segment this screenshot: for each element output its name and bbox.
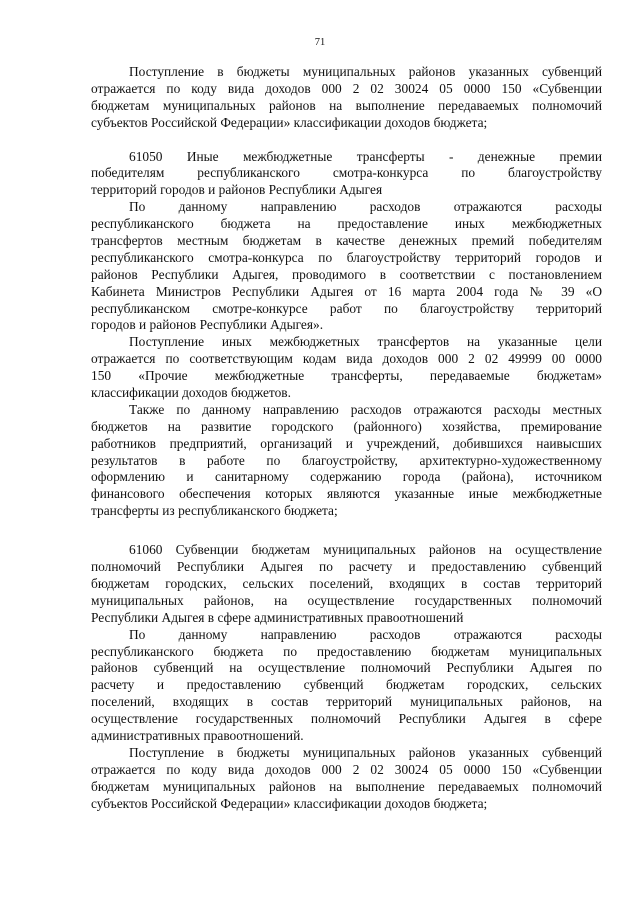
text-line: отражается по коду вида доходов 000 2 02 30024 05 0000 150 «Субвенции — [91, 761, 602, 777]
text-line: муниципальных районов, на осуществление государственных полномочий — [91, 592, 602, 608]
text-line: работников предприятий, организаций и учреждений, добившихся наивысших — [91, 435, 602, 451]
text-line: классификации доходов бюджетов. — [91, 385, 291, 401]
text-line: Поступление в бюджеты муниципальных районов указанных субвенций — [129, 64, 602, 79]
text-line: субъектов Российской Федерации» классификации доходов бюджета; — [91, 795, 488, 811]
paragraph-spacer — [91, 132, 602, 149]
text-line: республиканского бюджета на предоставление иных межбюджетных — [91, 216, 602, 232]
text-line: По данному направлению расходов отражаются расходы — [129, 626, 602, 642]
text-line: Республики Адыгея в сфере административных правоотношений — [91, 609, 464, 625]
text-line: отражается по соответствующим кодам вида доходов 000 2 02 49999 00 0000 — [91, 351, 602, 367]
text-line: 150 «Прочие межбюджетные трансферты, передаваемые бюджетам» — [91, 368, 602, 384]
text-line: результатов в работе по благоустройству, архитектурно-художественному — [91, 452, 602, 468]
paragraph-61060-revenue — [91, 745, 602, 813]
text-line: трансферты из республиканского бюджета; — [91, 503, 338, 519]
text-line: республиканского бюджета по предоставлению бюджетам муниципальных — [91, 643, 602, 659]
text-line: районов субвенций на осуществление полномочий Республики Адыгея по — [91, 660, 602, 676]
text-line: поселений, входящих в состав территорий муниципальных районов, на — [91, 694, 602, 710]
text-line: 61050 Иные межбюджетные трансферты - денежные премии — [129, 148, 602, 164]
text-line: Также по данному направлению расходов отражаются расходы местных — [129, 401, 602, 417]
section-heading-61060 — [91, 542, 602, 626]
text-line: районов Республики Адыгея, проводимого в соответствии с постановлением — [91, 266, 602, 282]
text-line: финансового обеспечения которых являются указанные иные межбюджетные — [91, 486, 602, 502]
text-line: трансфертов местным бюджетам в качестве денежных премий победителям — [91, 233, 602, 249]
text-line: Кабинета Министров Республики Адыгея от 16 марта 2004 года № 39 «О — [91, 283, 602, 299]
page-number: 71 — [314, 37, 326, 48]
text-line: бюджетам муниципальных районов на выполнение передаваемых полномочий — [91, 778, 602, 794]
paragraph-61050-local-budgets — [91, 402, 602, 520]
paragraph-spacer — [91, 520, 602, 542]
text-line: административных правоотношений. — [91, 727, 304, 743]
text-line: расчету и предоставлению субвенций бюджетам городских, сельских — [91, 677, 602, 693]
paragraph-61050-expenses — [91, 199, 602, 334]
paragraph-61050-revenue — [91, 334, 602, 402]
text-line: Поступление в бюджеты муниципальных районов указанных субвенций — [129, 744, 602, 760]
text-line: полномочий Республики Адыгея по расчету и предоставлению субвенций — [91, 559, 602, 575]
text-line: осуществление государственных полномочий Республики Адыгея в сфере — [91, 711, 602, 727]
document-body — [91, 64, 602, 812]
paragraph-61060-expenses — [91, 627, 602, 745]
text-line: бюджетов на развитие городского (районного) хозяйства, премирование — [91, 418, 602, 434]
text-line: бюджетам муниципальных районов на выполнение передаваемых полномочий — [91, 97, 602, 113]
text-line: отражается по коду вида доходов 000 2 02 30024 05 0000 150 «Субвенции — [91, 80, 602, 96]
text-line: бюджетам городских, сельских поселений, входящих в состав территорий — [91, 575, 602, 591]
text-line: территорий городов и районов Республики Адыгея — [91, 182, 383, 198]
text-line: 61060 Субвенции бюджетам муниципальных районов на осуществление — [129, 542, 602, 558]
text-line: республиканском смотре-конкурсе работ по благоустройству территорий — [91, 300, 602, 316]
text-line: победителям республиканского смотра-конкурса по благоустройству — [91, 165, 602, 181]
text-line: субъектов Российской Федерации» классификации доходов бюджета; — [91, 114, 488, 130]
text-line: оформлению и санитарному содержанию города (района), источником — [91, 469, 602, 485]
paragraph-revenue-intro — [91, 64, 602, 132]
text-line: городов и районов Республики Адыгея». — [91, 317, 324, 333]
text-line: республиканского смотра-конкурса по благоустройству территорий городов и — [91, 249, 602, 265]
text-line: Поступление иных межбюджетных трансфертов на указанные цели — [129, 334, 602, 350]
text-line: По данному направлению расходов отражаются расходы — [129, 199, 602, 215]
section-heading-61050 — [91, 149, 602, 200]
